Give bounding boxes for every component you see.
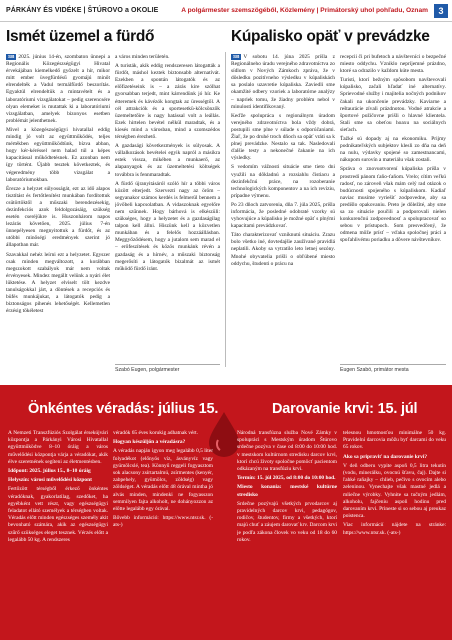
page-number: 3	[434, 4, 448, 18]
right-article-signature	[340, 364, 446, 373]
paragraph: A Nemzeti Transzfúziós Szolgálat érsekújvári központja a Párkányi Városi Hivatallal együttműködve 8–10 óráig a város művelődési központja várja a véradókat, akik élve szeretnének segíteni az életmentésben.	[8, 430, 108, 465]
paragraph: Správa o znovuotvorení kúpaliska prišla v prostredí pánom ťaňo-ťaňom. Vrelo; cítim veľkú radosť, no zároveň však mám celý rad otázok o budúcnosti spojeného s kúpaliskom. Kadiaľ naviac musíme vyriešiť zodpovedne, aby sa predišlo opakovaniu. Preto je dôležité, aby sme sa zo situácie poučili a podporovali nielen konkurenčnú zodpovednosť a spolupracovať so sebou v prístupoch. Som presvedčený, že odmena môže prísť – vďaka spoločnej práci a spoľahlivému poriadku a dôvere návštevníkov.	[340, 166, 446, 244]
paragraph: recepcii či pri bufetoch a návštevníci o bezpečné miesto oddychu. Vzniklo nepríjemné prázdno, ktoré sa odrazilo v každom kúte mesta.	[340, 54, 446, 75]
paragraph: Srdečne pozývajú všetkých prvodarcov aj pravidelných darcov krvi, pedagógov, rodičov, študentov, firmy a všetkých, ktorí majú chuť a záujem darovať krv. Darcom krvi je podľa zákona človek vo veku od 18 do 60 rokov.	[237, 500, 337, 543]
venue-line: Helyszín: városi művelődési központ	[8, 477, 92, 484]
signature-text: Eugen Szabó, primátor mesta	[340, 367, 409, 373]
paragraph: Bővebb információ: https://www.ntsr.sk. (-ats-)	[113, 515, 213, 529]
paragraph: a város minden területén.	[115, 54, 170, 60]
right-article-title: Kúpalisko opäť v prevádzke	[231, 28, 430, 45]
paragraph: Fertőzött térségből érkező önkéntes véradóknak, gyakorlatilag, szedőket, ha egyébként vett részt, vagy egészségügyi feladatot ellátó személyek a térségben voltak. Véradás előtt minden egészséges személy akit bevonható számára, akik az egészségügyi szűrő szükséges eleget tesznek. Vérzés előtt a legalább 50 kg. A rendszeres	[8, 486, 108, 543]
blood-left-col2	[113, 430, 213, 634]
paragraph: véradók 65 éves korukig adhatnak vért.	[113, 430, 199, 436]
blood-right-col2	[343, 430, 446, 634]
blood-left-col1	[8, 430, 108, 634]
paragraph: S vedomím vážnosti situácie sme tieto dni využili na dôkladnú a rozsiahlu čistiacu a dezinfekčnú práce, na rozoberanie technologických komponentov a na ich revíziu, prípadne výmenu.	[231, 164, 335, 199]
signature-text: Szabó Eugen, polgármester	[115, 367, 180, 373]
subheading: Ako sa pripraviť na darovanie krvi?	[343, 453, 428, 460]
paragraph: Ťažké sú dopady aj na ekonomiku. Prijmy podnikateľských subjektov klesli zo dňa na deň na nulu, výdavky spojené so zamestnancami, nákupom surovín a materiálu však zostali.	[340, 136, 446, 164]
paragraph: Po 23 dňoch zatvorenia, dňa 7. júla 2025, prišla informácia, že posledné odobraté vzorky sú vyhovujúce a kúpalisko je možné opäť s plnými kapacitami prevádzkovať.	[231, 201, 335, 230]
article-tag: SB	[8, 54, 15, 59]
paragraph: A gazdasági következmények is súlyosak. A vállalkozások bevételei egyik napról a másikra estek vissza, mikében a munkaerő, az alapanyagok és az üzemeltetési költségek továbbra is fennmaradtak.	[115, 143, 220, 178]
paragraph: A fürdő újranyitásáról szóló hír a többi város között elterjedt. Szervezti nagy az öröm – segyanakor számos kerdés is felmerül bennem a jövőbeli kapcsolatban. A vidaszoknak egyelőre nem szűnnek. Hogy bárhová is elkészüli: szükséges, hogy a helyzetet és a gazdaságilag talpon kell állni. Hiszünk kell a közvetlen munkában és a felelős hozzáállásban. Meggyőződésem, hogy a jutalom sem marad el – erőfeszítések és közös munkánk révén a gazdaság és a hírnév, a műszaki biztonság megerősíti a látogatók bizalmát az ismét működő fürdő iránt.	[115, 180, 220, 272]
paragraph: Viac informácií nájdete na stránke: https://www.ntsr.sk. (-ats-)	[343, 522, 446, 536]
blood-left-title: Önkéntes véradás: július 15.	[28, 401, 219, 417]
left-article-signature	[115, 364, 220, 373]
venue-line: Miesto konania: mestské kultúrne stredisko	[237, 484, 337, 498]
section-title-right: A polgármester szemszögéből, Közlemény | Primátorský uhol pohľadu, Oznam	[181, 7, 428, 14]
paragraph: Táto charakterizovať vzniknutú situáciu. Zrazu bolo všetko iné, dovtedajšie zaužívané pravidlá neplatili. Akoby sa vytratilo leto letnej sezóny. Mnohé obyvatelia prišli o obľúbené miesto oddychu, študenti o prácu na	[231, 232, 335, 267]
paragraph: Szavakkal nehéz leírni ezt a helyzetet. Egyszer csak minden megváltozott, a korábban megszokott szabályok már nem voltak érvényesek. Mindez megállt velünk a nyári élet lüktetése. A helyzet elviselt tölt kezdve tanulságokkal járt, a döntések a recepciós és büfés munkájukat, a látogatók pedig a biztonságos pihenés lehetőségét. Kellemetlen érzésig tökéletest	[6, 251, 110, 315]
paragraph: Érezze a helyzet súlyosságát, ezt az idő alapos tisztítást és fertőtlenítést munkában fordítottuk csütörtöktől a műszaki berendezésekig, dezinfekciós azok feldolgozásáig, szükség esetén cseréjükre is. Huszonhárom napos lezárás követően, 2025. július 7-én ünnepélyesen megnyitottuk a fürdőt, és az utóbbi minőségi eredmények szerint jó állapotban már.	[6, 185, 110, 249]
paragraph: telesnou hmotnosťou minimálne 50 kg. Pravidelní darcovia môžu byť darcami do veku 65 rokov.	[343, 430, 446, 451]
right-article-col2	[340, 54, 446, 354]
date-line: Termín: 15. júl 2025, od 8:00 do 10:00 hod.	[237, 475, 336, 482]
paragraph: V deň odberu vypite aspoň 0,5 litra tekutín (vodu, minerálku, ovocnú šťavu, čaj). Dajte si ľahké raňajky – chlieb, pečivo s ovocím alebo zeleninou. Vynechajte však mastné jedlá a mliečne výrobky. Vyhnite sa tučným jedlám, alkoholu, fajčeniu aspoň hodinu pred darovaním krvi. Prineste si so sebou aj preukaz poistenca.	[343, 462, 446, 520]
left-article-title: Ismét üzemel a fürdő	[6, 28, 155, 45]
date-line: Időpont: 2025. július 15., 8–10 óráig	[8, 468, 91, 475]
paragraph: Turisti, ktorí bežným spôsobom navštevovali kúpalisko, začali hľadať iné alternatívy. Sprievodné služby i majitelia nočných podnikov čakali na ukončenie prevádzky. Kaviarne a reštaurácie zívali prázdnotou. Vodné atrakcie a športové požičovne prišli o hlavné klientela. Stali sme sa obeťou hoaxu na sociálnych sieťach.	[340, 77, 446, 133]
blood-right-col1	[237, 430, 337, 634]
subheading: Hogyan készüljön a véradásra?	[113, 439, 186, 446]
page-header	[0, 0, 452, 22]
left-article-col2	[115, 54, 220, 338]
paragraph: A véradás napján igyon meg legalább 0,5 liter folyadékot (előnyös víz, ásványvíz vagy gyümölcslé, tea). Könnyű reggeli fogyasztom sok alacsony zsírtartalmú, zsírmentes (kenyér, zabpehely, gyümölcs, zöldség) vagy zöldséget. A véradás előtt 48 órával mintha jó alvás minden, mindenki ne fogyasszon semmilyen fajta alkoholt, ne dohányozzon az előtte legalább egy órával.	[113, 448, 213, 513]
paragraph: Keďže spolupráca s regionálnym úradom verejného zdravotníctva bola vždy dobrá, postupili sme plne v súlade s odporúčaniami. Žiaľ, že po druhé troch dňoch sa opäť vráti sa k plnej prevádzke. Nestalo sa tak. Nasledovali ďalšie testy a nekonečné čakanie na ich výsledky.	[231, 112, 335, 162]
section-title-left: PÁRKÁNY ÉS VIDÉKE | ŠTÚROVO a OKOLIE	[6, 7, 159, 14]
column-divider	[225, 52, 226, 367]
paragraph: V sobotu 14. júna 2025 prišla z Regionálneho úradu verejného zdravotníctva zo sídlom v Nových Zámkoch zpráva, že v dôsledku pozitívneho výsledku v kúpaliskách sa poslalo uzavretie kúpaliska. Zaviedli sme okamžité odbery vzoriek a laboratórne analýzy – napriek tomu, že žiadny problém nebol v minulosti identifikovaný.	[231, 54, 335, 110]
paragraph: A turisták, akik eddig rendszeresen látogatták a fürdőt, máshol keztek biztonsabb alternatívát. Ezekben a spontán látogatók és az előfizetéseink is – a zárás kire szólhat gyorsabban terjedt, mint kárrendünk jó hír. Ke étteremek és kávézók kongtak az ürességtől. A cél attrakciók és a sportesetkü-kölcsönzők üzemeltetőire is nagy hatással volt a leállás. Ezek hirtelen bevétel nélkül maradtak, és a kiesés mind a városban, mind a szomszédos térségben érezhető.	[115, 63, 220, 141]
paragraph: Národná transfúzna služba Nové Zámky v spolupráci s Mestským úradom Štúrovo srdečne pozýva v čase od 8:00 do 10:00 hod. v mestskom kultúrnom stredisku darcov krvi, ktorí chcú životy spoločne pomôcť pacientom odkázaným na transfúziu krvi.	[237, 430, 337, 473]
paragraph: Mivel a közegészségügyi hivatallal eddig mindig jó volt az együttműködés, teljes mértékben együttműködtünk, bízva abban, hogy kér-kéréssel nem halad túl a képes kapacitással működtetésnek. Ez azonban nem így történt. Újabb tesztek következtek, és végeredmény több vizsgálat a laboratóriumokban.	[6, 126, 110, 183]
paragraph: 2025. június 14-én, szombaton ünnepi a Regionális Közegészségügyi Hivatal érvekájában kiemelkedő győzelt a hír, mikor mitt ember üvegfürdésű gyomájú minőt elrendelték a Vadul termálfürdő beszorítás. Egyaktúl elrendeltük a mintavételt és a laboratóriumi vizsgálatokat – pedig szerencsére olyan elemeket is mutattak ki a laboratóriumi vizsgálatban, amelyek bizonyos esetben problémát jelenthetnek.	[6, 54, 110, 124]
right-article-col1	[231, 54, 335, 374]
blood-right-title: Darovanie krvi: 15. júl	[272, 401, 418, 417]
article-tag: SB	[233, 54, 240, 59]
left-article-col1	[6, 54, 110, 374]
